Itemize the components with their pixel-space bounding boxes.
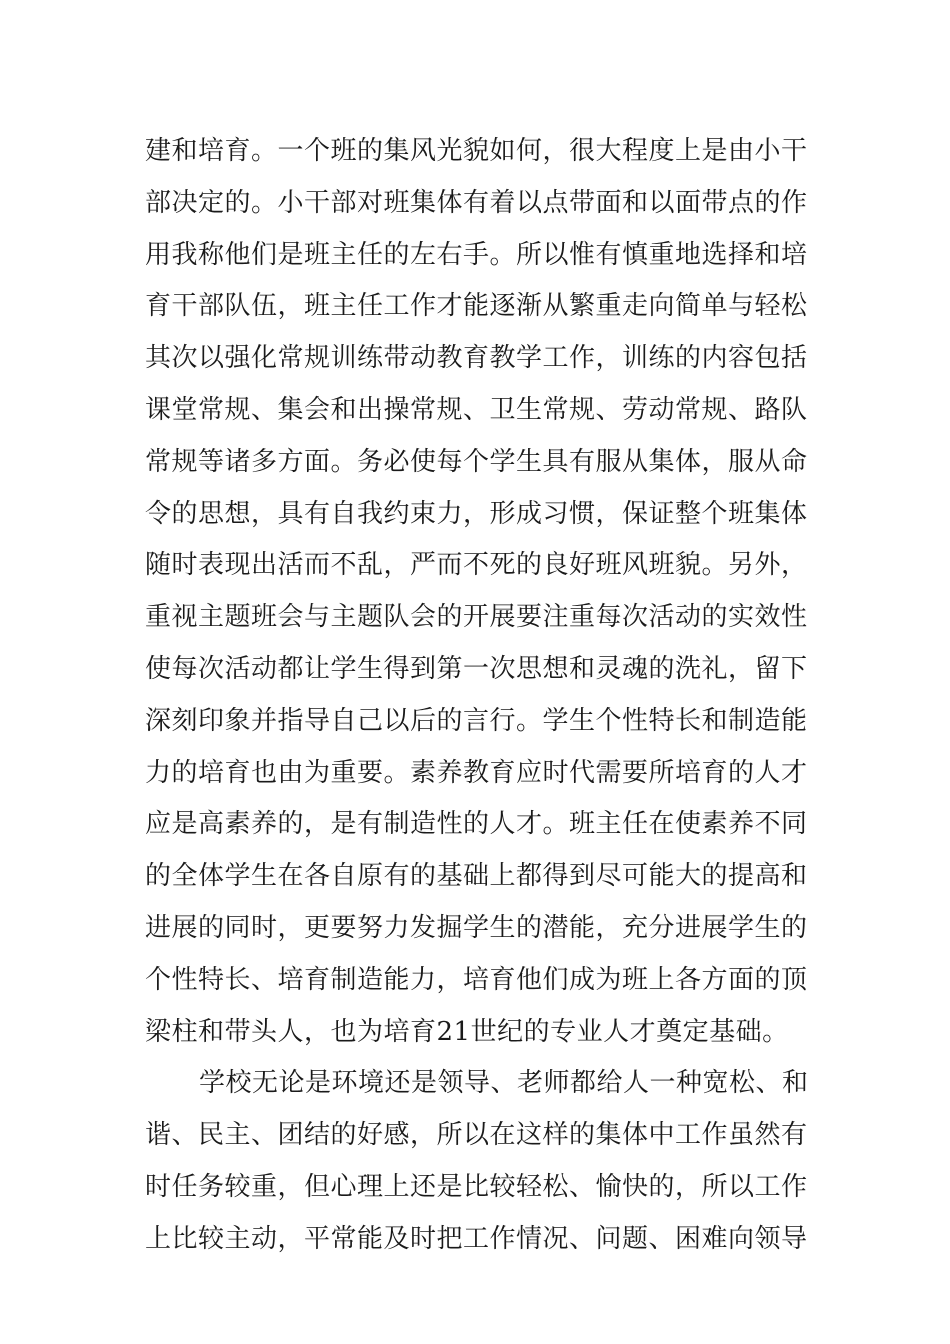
text-line: 的全体学生在各自原有的基础上都得到尽可能大的提高和 xyxy=(145,861,808,892)
text-line: 用我称他们是班主任的左右手。所以惟有慎重地选择和培 xyxy=(145,239,808,270)
text-line: 部决定的。小干部对班集体有着以点带面和以面带点的作 xyxy=(145,187,808,218)
body-text xyxy=(145,126,815,1266)
text-line: 应是高素养的，是有制造性的人才。班主任在使素养不同 xyxy=(145,809,808,840)
text-line: 建和培育。一个班的集风光貌如何，很大程度上是由小干 xyxy=(145,136,808,166)
text-line: 其次以强化常规训练带动教育教学工作，训练的内容包括 xyxy=(145,343,808,374)
text-line: 深刻印象并指导自己以后的言行。学生个性特长和制造能 xyxy=(145,705,808,736)
text-line: 谐、民主、团结的好感，所以在这样的集体中工作虽然有 xyxy=(145,1120,808,1151)
text-line: 令的思想，具有自我约束力，形成习惯，保证整个班集体 xyxy=(145,498,808,529)
text-line: 个性特长、培育制造能力，培育他们成为班上各方面的顶 xyxy=(145,964,808,995)
text-line: 时任务较重，但心理上还是比较轻松、愉快的，所以工作 xyxy=(145,1171,808,1202)
text-line: 使每次活动都让学生得到第一次思想和灵魂的洗礼，留下 xyxy=(145,653,808,684)
text-line: 梁柱和带头人，也为培育21世纪的专业人才奠定基础。 xyxy=(145,1016,789,1047)
text-line: 育干部队伍，班主任工作才能逐渐从繁重走向简单与轻松 xyxy=(145,291,808,322)
text-line: 学校无论是环境还是领导、老师都给人一种宽松、和 xyxy=(199,1068,809,1099)
text-line: 力的培育也由为重要。素养教育应时代需要所培育的人才 xyxy=(145,757,808,788)
text-line: 随时表现出活而不乱，严而不死的良好班风班貌。另外， xyxy=(145,550,808,581)
text-line: 进展的同时，更要努力发掘学生的潜能，充分进展学生的 xyxy=(145,912,808,943)
text-line: 常规等诸多方面。务必使每个学生具有服从集体，服从命 xyxy=(145,446,808,477)
text-line: 课堂常规、集会和出操常规、卫生常规、劳动常规、路队 xyxy=(145,394,808,425)
text-line: 上比较主动，平常能及时把工作情况、问题、困难向领导 xyxy=(145,1223,808,1254)
text-line: 重视主题班会与主题队会的开展要注重每次活动的实效性 xyxy=(145,602,808,633)
